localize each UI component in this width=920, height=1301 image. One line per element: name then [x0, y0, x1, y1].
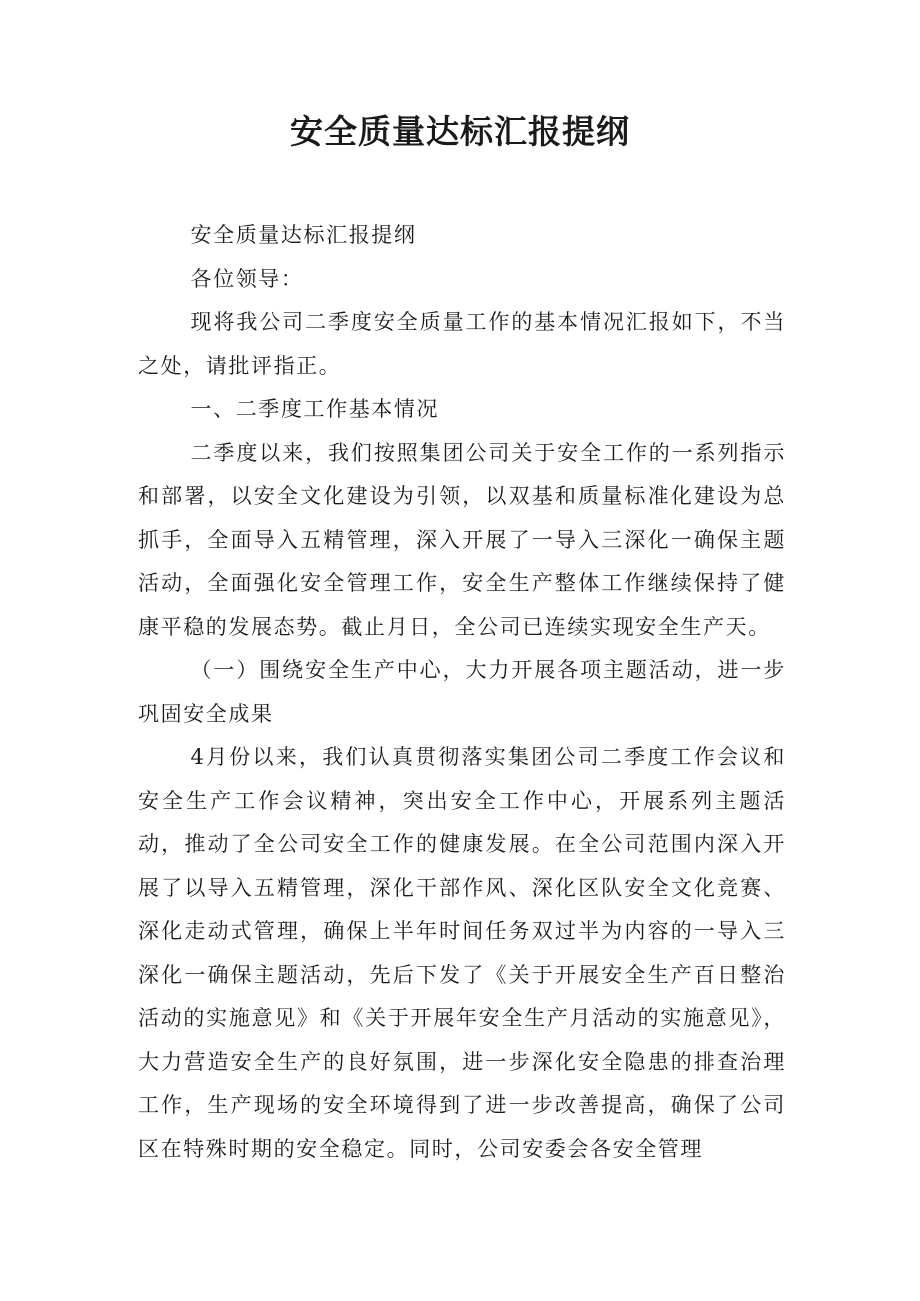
paragraph-intro: 现将我公司二季度安全质量工作的基本情况汇报如下，不当之处，请批评指正。 — [138, 310, 786, 378]
paragraph-salutation: 各位领导： — [190, 266, 304, 291]
paragraph-activities: 4月份以来，我们认真贯彻落实集团公司二季度工作会议和安全生产工作会议精神，突出安全工作中心，开展系列主题活动，推动了全公司安全工作的健康发展。在全公司范围内深入开展了以导入五精管理，深化干部作风、深化区队安全文化竞赛、深化走动式管理，确保上半年时间任务双过半为内容的一导入三深化一确保主题活动，先后下发了《关于开展安全生产百日整治活动的实施意见》和《关于开展年安全生产月活动的实施意见》，大力营造安全生产的良好氛围，进一步深化安全隐患的排查治理工作，生产现场的安全环境得到了进一步改善提高，确保了公司区在特殊时期的安全稳定。同时，公司安委会各安全管理 — [138, 745, 786, 1161]
paragraph-overview: 二季度以来，我们按照集团公司关于安全工作的一系列指示和部署，以安全文化建设为引领，以双基和质量标准化建设为总抓手，全面导入五精管理，深入开展了一导入三深化一确保主题活动，全面强化安全管理工作，安全生产整体工作继续保持了健康平稳的发展态势。截止月日，全公司已连续实现安全生产天。 — [138, 440, 786, 639]
document-title: 安全质量达标汇报提纲 — [290, 112, 630, 151]
paragraph-heading-repeat: 安全质量达标汇报提纲 — [190, 223, 417, 247]
subsection-heading-1: （一）围绕安全生产中心，大力开展各项主题活动，进一步巩固安全成果 — [138, 658, 786, 726]
document-body — [138, 214, 786, 1171]
section-heading-1: 一、二季度工作基本情况 — [190, 397, 440, 421]
